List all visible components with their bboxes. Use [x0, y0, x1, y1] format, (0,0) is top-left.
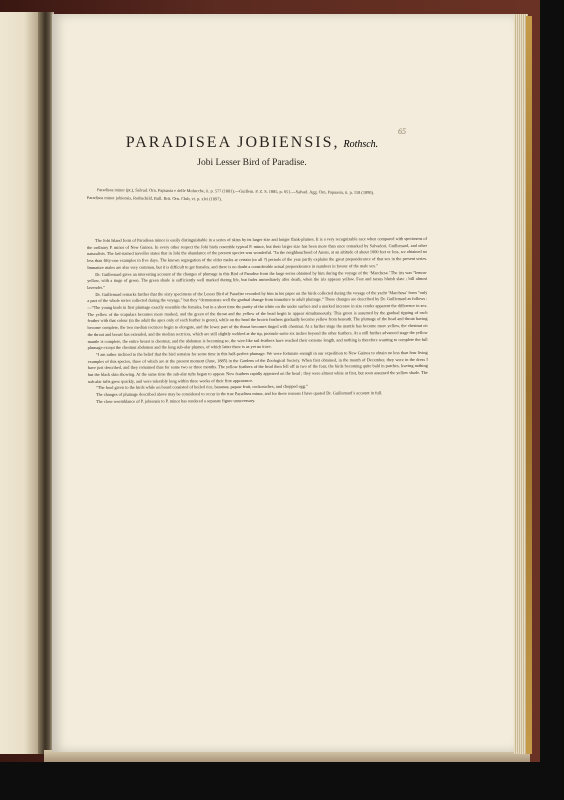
paragraph: “I am rather inclined to the belief that the bird remains for some time in this half-perfect plumage. We were fortunate enough in our expedition to New Guinea to obtain no less than four living examples of this species, three of which are at the present moment (June, 1885) in the Gardens of the Zoological Society. When first obtained, in the month of December, they were in the dress I have just described, and they remained thus for some two or three months. The yellow feathers of the head then fell off in two of the four, the birds becoming quite bald in patches, leaving nothing but the black skin showing. At the same time the sub-alar tufts began to appear. New feathers rapidly appeared on the head ; they were almost white at first, but soon assumed the yellow shade. The sub-alar tufts grew quickly, and were tolerably long within three weeks of their first appearance. — [87, 349, 428, 384]
paragraph: The close resemblance of P. jobiensis to P. minor has rendered a separate figure unnecessary. — [95, 397, 256, 404]
paragraph: Dr. Guillemard remarks further that the sixty specimens of the Lesser Bird of Paradise recorded by him in his paper on the birds collected during the voyage of the yacht ‘Marchesa’ form “only a part of the whole series collected during the voyage,” but they “demonstrate well the gradual change from immature to adult plumage.” These changes are described by Dr. Guillemard as follows :—“The young birds in first plumage exactly resemble the females, but in a short time the purity of the white on the under surface and a marked increase in size render apparent the difference in sex. The yellow of the scapulars becomes more marked, and the green of the throat and the yellow of the head begin to appear simultaneously. This green is assumed by the gradual tipping of each feather with that colour (in the adult the apex only of each feather is green), while on the head the brown feathers gradually become yellow from beneath. The plumage of the head and throat having become complete, the two median rectrices begin to elongate, and the lower part of the throat becomes tinged with chestnut. At a further stage the mantle has become more yellow, the chestnut on the throat and breast has extended, and the median rectrices, which are still slightly webbed at the tip, protrude some six inches beyond the other feathers. At a still further advanced stage the yellow mantle is complete, the entire breast is chestnut, and the abdomen is becoming so, the wire-like tail-feathers have reached their extreme length, and nothing is therefore wanting to complete the full plumage except the chestnut abdomen and the long sub-alar plumes, of which latter there is as yet no trace. — [87, 289, 428, 351]
species-author: Rothsch. — [343, 139, 379, 150]
reference-entry: Paradisea minor (pt.), Salvad. Orn. Papuasia e delle Molucche, ii. p. 577 (1881).—Guillem. P. Z. S. 1885, p. 651.—Salvad. Agg. Orn. Papuasia, ii. p. 158 (1890). — [96, 187, 374, 196]
plate-number: 65 — [398, 127, 406, 136]
species-name: PARADISEA JOBIENSIS, — [125, 134, 340, 151]
paragraph: The Jobi Island form of Paradisea minor is easily distinguishable in a series of skins by its larger size and longer flank-plumes. It is a very recognizable race when compared with specimens of the ordinary P. minor of New Guinea. In every other respect the Jobi birds resemble typical P. minor, but their larger size has been more than once remarked by Salvadori, Guillemard, and other naturalists. The last-named traveller states that in Jobi the abundance of the present species was wonderful. “In the neighbourhood of Ansus, at an altitude of about 1000 feet or less, we obtained no less than fifty-one examples in five days. The known segregation of the older males at certain (or all ?) periods of the year partly explains the great preponderance of that sex in the present series. Immature males are also very common, but it is difficult to get females, and there is no doubt a considerable actual preponderance in numbers in favour of the male sex.” — [87, 235, 428, 270]
gilt-edge — [526, 16, 532, 754]
body-text — [87, 236, 428, 406]
species-title — [92, 134, 412, 152]
reference-entry: Paradisea minor jobiensis, Rothschild, Bull. Brit. Orn. Club, vi. p. xlvi (1897). — [86, 194, 222, 202]
paragraph: The changes of plumage described above may be considered to occur in the true Paradisea minor, and for these reasons I have quoted Dr. Guillemard’s account in full. — [95, 390, 383, 398]
common-name: Jobi Lesser Bird of Paradise. — [197, 158, 307, 168]
paragraph: Dr. Guillemard gives an interesting account of the changes of plumage in this Bird of Paradise from the large series obtained by him during the voyage of the ‘Marchesa.’ The iris was “lemon-yellow, with a tinge of green. The green shade is sufficiently well marked during life, but fades immediately after death, when the iris appears yellow. Feet and tarsus bluish slate ; bill almost lavender.” — [87, 269, 428, 290]
paragraph: “The food given to the birds while on board consisted of boiled rice, bananas, papaw fruit, cockroaches, and chopped egg.” — [95, 384, 308, 391]
